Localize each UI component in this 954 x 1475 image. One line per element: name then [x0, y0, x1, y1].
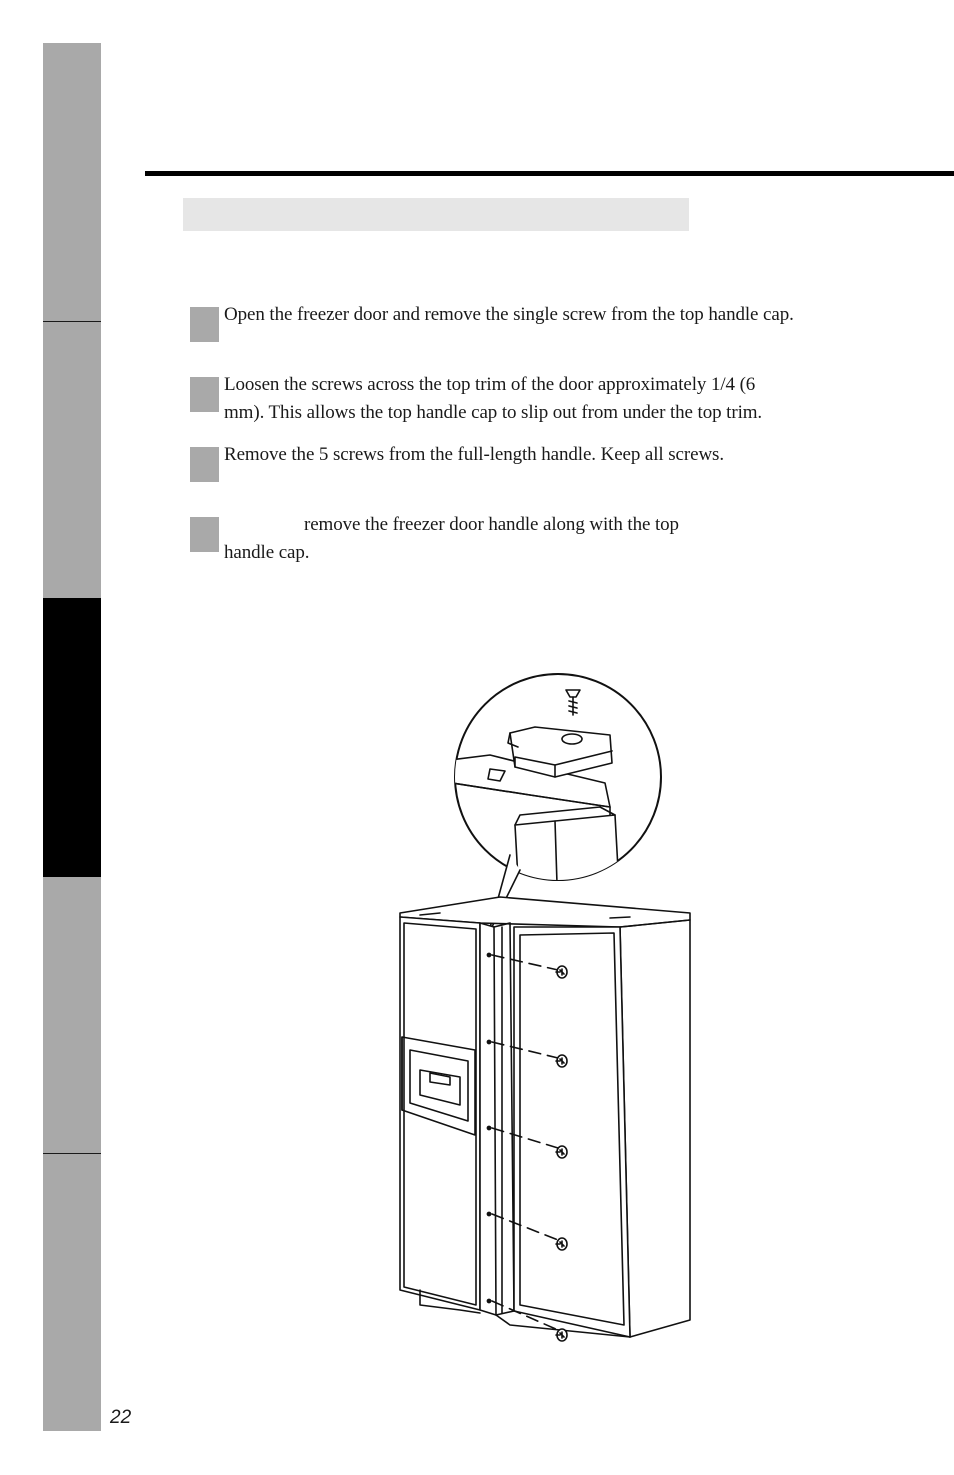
step-3-text: Remove the 5 screws from the full-length handle. Keep all screws.: [224, 444, 725, 465]
side-tab-1[interactable]: [43, 43, 101, 321]
step-4-line-1: remove the freezer door handle along with the top: [304, 514, 679, 535]
side-tab-5[interactable]: [43, 1154, 101, 1431]
side-tab-2[interactable]: [43, 322, 101, 598]
step-3-marker: [190, 447, 219, 482]
side-tab-4[interactable]: [43, 877, 101, 1153]
step-2-line-1: Loosen the screws across the top trim of the door approximately 1/4 (6: [224, 374, 756, 395]
section-heading-bar: [183, 198, 689, 231]
side-tab-3-active[interactable]: [43, 598, 101, 877]
refrigerator-body: [400, 897, 690, 1337]
step-2-marker: [190, 377, 219, 412]
handle-cap-detail: [450, 674, 661, 915]
handle-screw-icon: [556, 1146, 567, 1158]
step-4-line-2: handle cap.: [224, 542, 310, 563]
step-1-text: Open the freezer door and remove the single screw from the top handle cap.: [224, 304, 794, 325]
page-number: 22: [110, 1407, 132, 1428]
handle-screw-icon: [556, 1238, 567, 1250]
refrigerator-illustration: [380, 665, 710, 1355]
step-1-marker: [190, 307, 219, 342]
header-rule: [145, 171, 954, 176]
handle-screw-icon: [556, 966, 567, 978]
handle-screw-icon: [556, 1329, 567, 1341]
screw-icon: [566, 690, 580, 715]
handle-screw-icon: [556, 1055, 567, 1067]
step-2-line-2: mm). This allows the top handle cap to slip out from under the top trim.: [224, 402, 763, 423]
step-4-marker: [190, 517, 219, 552]
